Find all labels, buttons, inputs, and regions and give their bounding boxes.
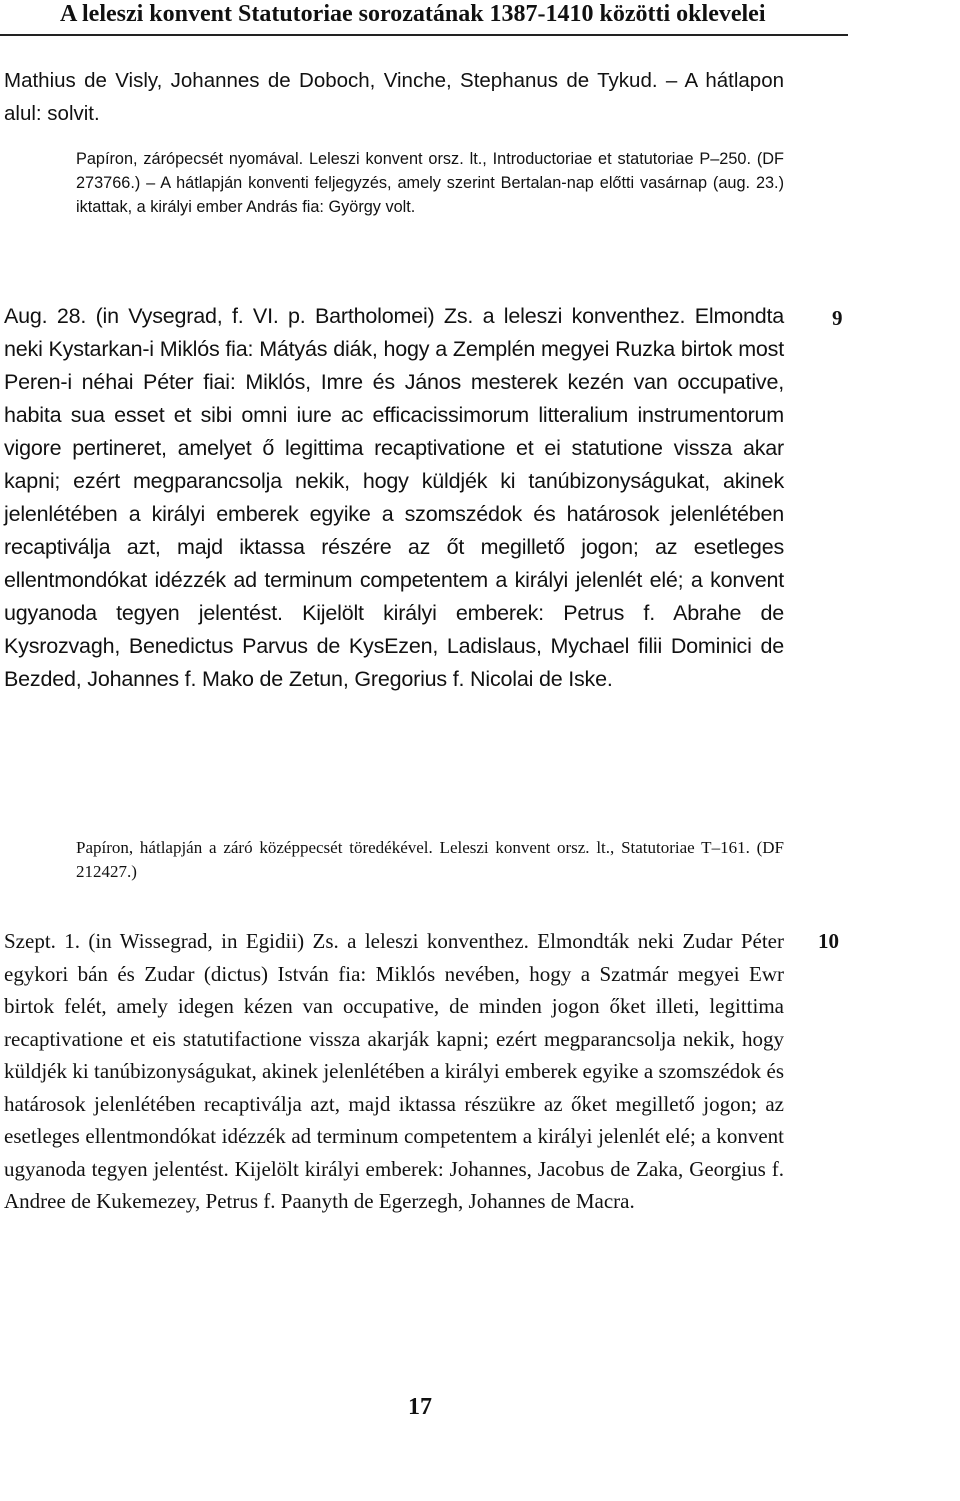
- running-header-title: A leleszi konvent Statutoriae sorozatának 1387-1410 közötti oklevelei: [60, 1, 766, 27]
- archival-note-2: Papíron, hátlapján a záró középpecsét töredékével. Leleszi konvent orsz. lt., Statutoriae T–161. (DF 212427.): [76, 838, 784, 881]
- entry-number-9: 9: [832, 306, 843, 330]
- archival-note-1: Papíron, zárópecsét nyomával. Leleszi konvent orsz. lt., Introductoriae et statutoriae P–250. (DF 273766.) – A hátlapján konventi feljegyzés, amely szerint Bertalan-nap előtti vasárnap (aug. 23.) iktattak, a királyi ember András fia: György volt.: [76, 150, 784, 216]
- running-header: [0, 0, 960, 40]
- continuation-paragraph: Mathius de Visly, Johannes de Doboch, Vinche, Stephanus de Tykud. – A hátlapon alul: solvit.: [4, 69, 784, 125]
- header-rule: [0, 34, 848, 36]
- entry-number-10: 10: [818, 929, 839, 953]
- page-number: 17: [408, 1394, 432, 1420]
- entry-9-text: Aug. 28. (in Vysegrad, f. VI. p. Bartholomei) Zs. a leleszi konventhez. Elmondta neki Kystarkan-i Miklós fia: Mátyás diák, hogy a Zemplén megyei Ruzka birtok most Peren-i néhai Péter fiai: Miklós, Imre és János mesterek kezén van occupative, habita sua esset et sibi omni iure ac efficacissimorum litteralium instrumentorum vigore pertineret, amelyet ő legittima recaptivatione et ei statutione vissza akar kapni; ezért megparancsolja nekik, hogy küldjék ki tanúbizonyságukat, akinek jelenlétében a királyi emberek egyike a szomszédok és határosok jelenlétében recaptiválja azt, majd iktassa részére az őt megillető jogon; az esetleges ellentmondókat idézzék ad terminum competentem a királyi jelenlét elé; a konvent ugyanoda tegyen jelentést. Kijelölt királyi emberek: Petrus f. Abrahe de Kysrozvagh, Benedictus Parvus de KysEzen, Ladislaus, Mychael filii Dominici de Bezded, Johannes f. Mako de Zetun, Gregorius f. Nicolai de Iske.: [4, 304, 784, 691]
- entry-10-text: Szept. 1. (in Wissegrad, in Egidii) Zs. a leleszi konventhez. Elmondták neki Zudar Péter egykori bán és Zudar (dictus) István fia: Miklós nevében, hogy a Szatmár megyei Ewr birtok felét, amely idegen kézen van occupative, de minden jogon őket illeti, legittima recaptivatione et eis statutifactione vissza akarják kapni; ezért megparancsolja nekik, hogy küldjék ki tanúbizonyságukat, akinek jelenlétében a királyi emberek egyike a szomszédok és határosok jelenlétében recaptiválja azt, majd iktassa részükre az őket megillető jogon; az esetleges ellentmondókat idézzék ad terminum competentem a királyi jelenlét elé; a konvent ugyanoda tegyen jelentést. Kijelölt királyi emberek: Johannes, Jacobus de Zaka, Georgius f. Andree de Kukemezey, Petrus f. Paanyth de Egerzegh, Johannes de Macra.: [4, 929, 784, 1213]
